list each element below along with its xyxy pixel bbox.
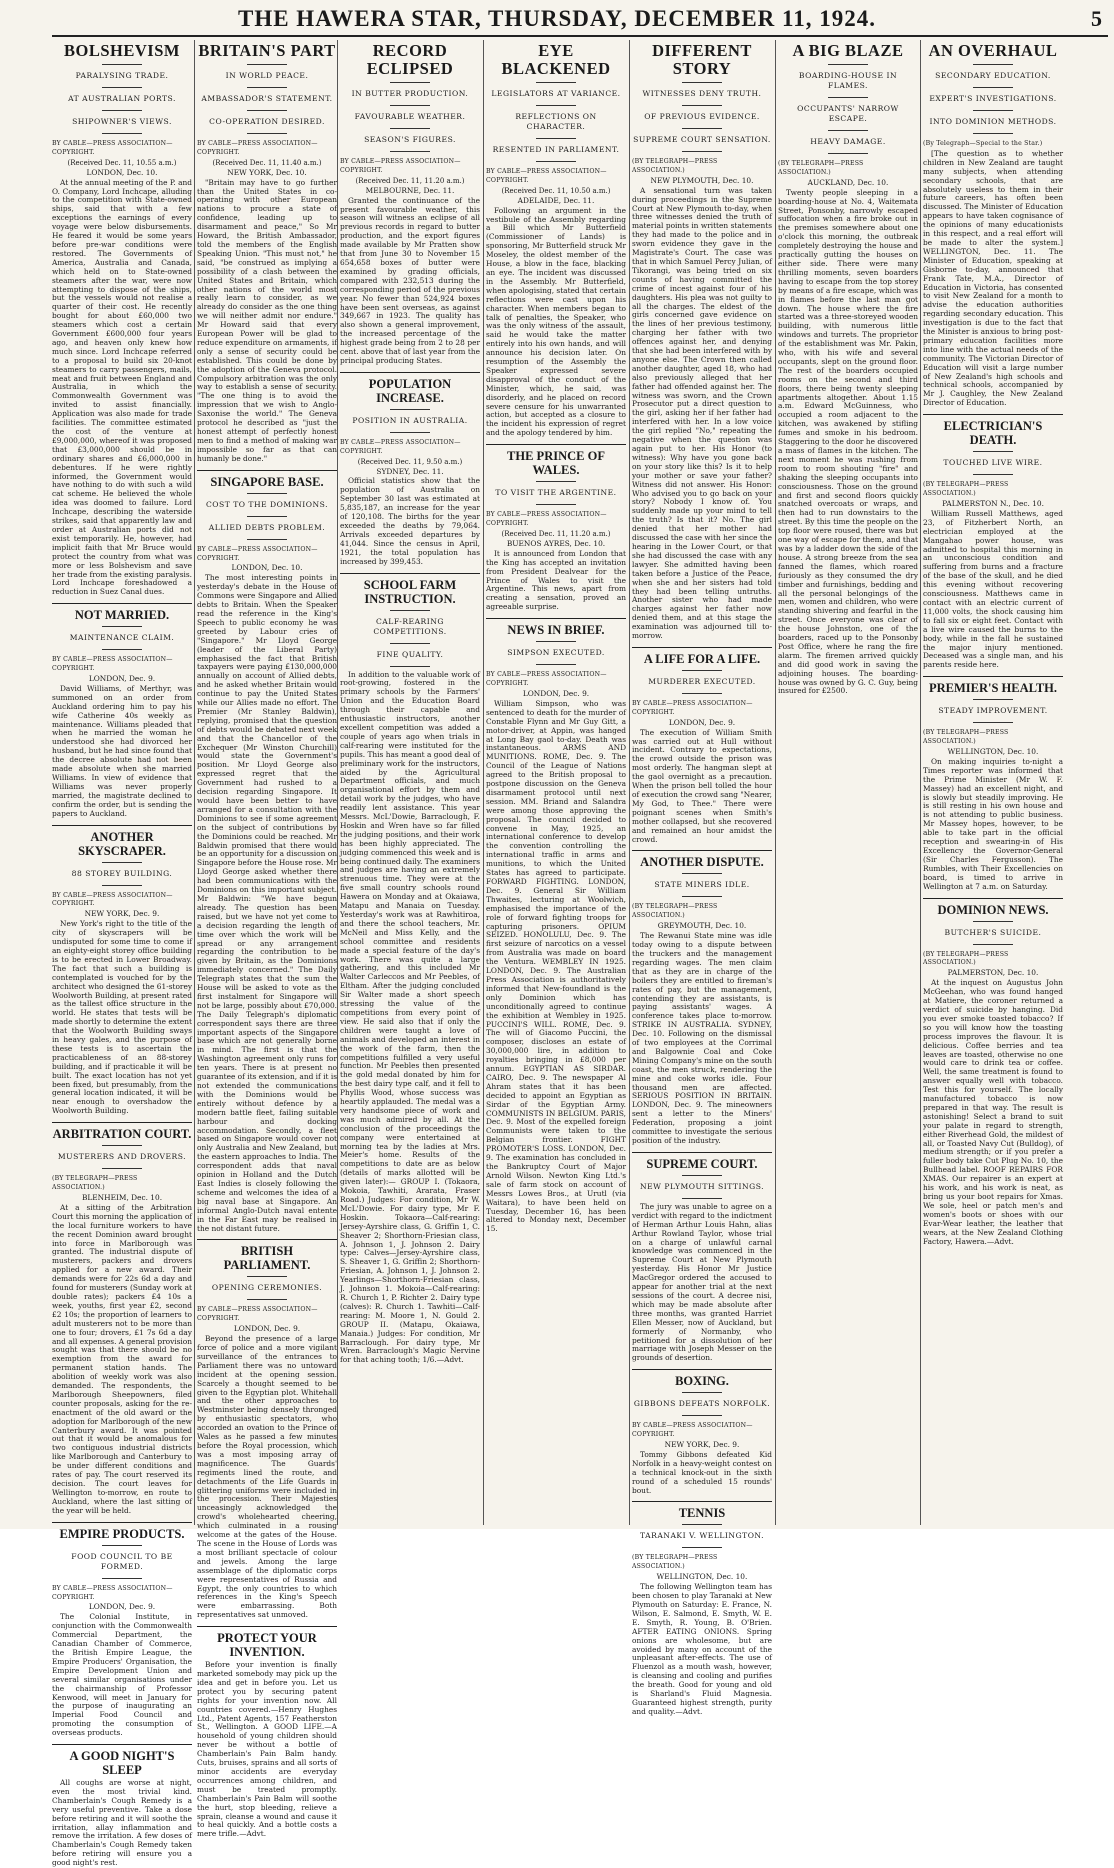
article-headline: PROTECT YOUR INVENTION. <box>217 1631 317 1660</box>
article-deck: POSITION IN AUSTRALIA. <box>352 415 468 425</box>
received-line: (Received Dec. 11, 10.50 a.m.) <box>501 186 611 195</box>
article-headline: NOT MARRIED. <box>74 608 170 623</box>
deck-rule <box>390 666 430 667</box>
wire-credit: BY CABLE—PRESS ASSOCIATION—COPYRIGHT. <box>52 140 173 156</box>
article-headline: A GOOD NIGHT'S SLEEP <box>69 1749 175 1778</box>
deck-rule <box>390 128 430 129</box>
article <box>197 1239 337 1620</box>
deck-rule <box>973 699 1013 700</box>
deck-rule <box>102 885 142 886</box>
column-rule <box>483 40 484 1525</box>
article-body: [The question as to whether children in New Zealand are taught many subjects, when attending secondary schools, that are absolutely useless to them in their future careers, has often been discussed. The Minister of Education appears to have taken cognisance of the opinions of many educationists in this respect, and a real effort will be made to alter the system.] WELLINGTON, Dec. 11. The Minister of Education, speaking at Gisborne to-day, announced that Frank Tate, M.A., Director of Education in Victoria, has consented to visit New Zealand for a month to advise the education authorities regarding secondary education. This investigation is due to the fact that the Minister is anxious to bring post-primary education facilities more into line with the actual needs of the community. The Victorian Director of Education will visit a large number of New Zealand's high schools and technical schools, accompanied by Mr J. Caughley, the New Zealand Director of Education. <box>923 148 1063 408</box>
article-divider <box>632 1152 772 1153</box>
deck-rule <box>102 1168 142 1169</box>
article <box>923 414 1063 670</box>
column-rule <box>775 40 776 1525</box>
article <box>340 372 480 567</box>
deck-rule <box>247 110 287 111</box>
article-deck: AMBASSADOR'S STATEMENT. <box>201 94 333 103</box>
dateline: GREYMOUTH, Dec. 10. <box>657 921 747 931</box>
article-headline: ANOTHER SKYSCRAPER. <box>78 829 166 858</box>
wire-credit: BY CABLE—PRESS ASSOCIATION—COPYRIGHT. <box>632 699 753 716</box>
article-deck: STEADY IMPROVEMENT. <box>938 706 1048 716</box>
deck-rule <box>682 1547 722 1548</box>
article-headline: BRITISH PARLIAMENT. <box>223 1244 311 1273</box>
page-number: 5 <box>1091 6 1102 31</box>
dateline: AUCKLAND, Dec. 10. <box>807 177 889 187</box>
article-deck: 88 STOREY BUILDING. <box>71 868 173 878</box>
dateline: NEW PLYMOUTH, Dec. 10. <box>650 175 754 185</box>
dateline: NEW YORK, Dec. 9. <box>664 1440 740 1450</box>
article-headline: POPULATION INCREASE. <box>368 376 452 405</box>
dateline: LONDON, Dec. 9. <box>88 674 156 684</box>
article-headline: SCHOOL FARM INSTRUCTION. <box>363 577 457 606</box>
wire-credit: BY CABLE—PRESS ASSOCIATION—COPYRIGHT. <box>486 168 607 184</box>
article-deck: COST TO THE DOMINIONS. <box>205 499 328 509</box>
dateline: LONDON, Dec. 9. <box>522 688 590 698</box>
article-deck: AT AUSTRALIAN PORTS. <box>68 94 176 103</box>
dateline: LONDON, Dec. 9. <box>668 717 736 727</box>
article-headline: BOXING. <box>675 1374 729 1389</box>
deck-rule <box>390 610 430 611</box>
article-deck: TARANAKI V. WELLINGTON. <box>639 1531 765 1541</box>
article <box>52 1744 192 1868</box>
article-deck: HEAVY DAMAGE. <box>810 137 886 146</box>
deck-rule <box>102 133 142 134</box>
column-5 <box>632 40 773 1716</box>
article-headline: AN OVERHAUL <box>928 41 1058 60</box>
dateline: NEW YORK, Dec. 9. <box>84 909 160 919</box>
deck-rule <box>102 862 142 863</box>
deck-rule <box>973 110 1013 111</box>
dateline: MELBOURNE, Dec. 11. <box>365 185 455 195</box>
article-deck: STATE MINERS IDLE. <box>654 880 750 890</box>
article-body: It is announced from London that the King has accepted an invitation from President Dealvear for the Prince of Wales to visit the Argentine. This news, apart from creating a sensation, proved an agreeable surprise. <box>486 548 626 612</box>
received-line: (Received Dec. 11, 9.50 a.m.) <box>357 457 463 466</box>
article-headline: A BIG BLAZE <box>792 41 904 60</box>
dateline: PALMERSTON, Dec. 10. <box>947 968 1039 978</box>
wire-credit: (BY TELEGRAPH—PRESS ASSOCIATION.) <box>778 160 864 176</box>
article-body: Beyond the presence of a large force of police and a more vigilant surveillance of the entrances to Parliament there was no untoward incident at the opening session. Scarcely a thought seemed to be given to the Egyptian plot. Whitehall and the other approaches to Westminster being densely thronged by enthusiastic spectators, who accorded an ovation to the Prince of Wales as he passed a few minutes before the Royal procession, which was a most imposing array of magnificence. The Guards' regiments lined the route, and detachments of the Life Guards in glittering uniforms were included in the procession. Their Majesties unceasingly acknowledged the crowd's wholehearted cheering, which culminated in a rousing welcome at the gates of the House. The scene in the House of Lords was a most brilliant spectacle of colour and jewels. Among the large assemblage of the diplomatic corps were representatives of Russia and Egypt, the only countries to which references in the King's Speech were embarrassing. Both representatives sat unmoved. <box>197 1334 337 1620</box>
article-deck: FAVOURABLE WEATHER. <box>354 112 466 121</box>
article-deck: SUPREME COURT SENSATION. <box>633 135 771 144</box>
deck-rule <box>102 87 142 88</box>
article <box>632 42 772 641</box>
article-deck: SIMPSON EXECUTED. <box>507 648 605 658</box>
deck-rule <box>973 722 1013 723</box>
article-deck: MUSTERERS AND DROVERS. <box>57 1152 187 1162</box>
article-divider <box>340 573 480 574</box>
dateline: BLENHEIM, Dec. 10. <box>81 1193 163 1202</box>
wire-credit: (BY TELEGRAPH—PRESS ASSOCIATION.) <box>632 1554 718 1571</box>
deck-rule <box>682 82 722 83</box>
deck-rule <box>390 643 430 644</box>
article-divider <box>197 1626 337 1627</box>
article <box>486 618 626 1234</box>
article-deck: TO VISIT THE ARGENTINE. <box>495 488 617 498</box>
article-headline: EMPIRE PRODUCTS. <box>59 1526 185 1541</box>
article-body: The jury was unable to agree on a verdict with regard to the indictment of Herman Arthur Louis Hahn, alias Arthur Rowland Taylor, whose trial on a charge of unlawful carnal knowledge was commenced in the Supreme Court at New Plymouth yesterday. His Honor Mr Justice MacGregor ordered the accused to appear for another trial at the next sessions of the court. A decree nisi, which may be made absolute after three months, was granted Harriet Ellen Messer, now of Auckland, but formerly of Normanby, who petitioned for a dissolution of her marriage with Joseph Messer on the grounds of desertion. <box>632 1201 772 1363</box>
article-deck: OPENING CEREMONIES. <box>211 1283 323 1293</box>
wire-credit: BY CABLE—PRESS ASSOCIATION—COPYRIGHT. <box>486 671 607 688</box>
article-deck: SECONDARY EDUCATION. <box>935 71 1051 80</box>
article-divider <box>197 1239 337 1240</box>
received-line: (Received Dec. 11, 10.55 a.m.) <box>67 158 177 167</box>
deck-rule <box>536 504 576 505</box>
article-deck: FINE QUALITY. <box>376 649 444 659</box>
article-divider <box>486 618 626 619</box>
deck-rule <box>682 1175 722 1176</box>
deck-rule <box>682 105 722 106</box>
article <box>52 603 192 818</box>
article-headline: THE PRINCE OF WALES. <box>507 449 605 478</box>
article-divider <box>632 1369 772 1370</box>
article-headline: EYE BLACKENED <box>501 41 611 78</box>
deck-rule <box>973 451 1013 452</box>
deck-rule <box>682 1392 722 1393</box>
deck-rule <box>682 1415 722 1416</box>
article-body: New York's right to the title of the city of skyscrapers will be undisputed for some time to come if an eighty-eight storey office building is to be erected in Lower Broadway. The fact that such a building is contemplated is vouched for by the architect who designed the 61-storey Woolworth Building, at present rated as the tallest office structure in the world. He states that tests will be made shortly to determine the extent that the Woolworth Building sways in heavy gales, and the purpose of these tests is to ascertain the practicableness of an 88-storey building, and if practicable it will be built. The exact location has not yet been fixed, but presumably, from the general location indicated, it will be near enough to overshadow the Woolworth Building. <box>52 919 192 1116</box>
article-divider <box>52 603 192 604</box>
article <box>632 1501 772 1716</box>
article-body: Granted the continuance of the present favourable weather, this season will witness an eclipse of all previous records in regard to butter production, and the export figures made available by Mr Pratten show that from June 30 to November 15 654,658 boxes of butter were examined by grading officials, compared with 232,513 during the corresponding period of the previous year. No fewer than 524,924 boxes have been sent overseas, as against 349,667 in 1923. The quality has also shown a general improvement, the increased percentage of the highest grade being from 2 to 28 per cent. above that of last year from the principal producing States. <box>340 195 480 365</box>
column-3 <box>340 40 480 1525</box>
article-divider <box>52 1522 192 1523</box>
dateline: PALMERSTON N., Dec. 10. <box>942 499 1044 508</box>
deck-rule <box>536 138 576 139</box>
deck-rule <box>102 64 142 65</box>
article-body: The following Wellington team has been chosen to play Taranaki at New Plymouth on Saturday: E. France, N. Wilson, E. Salmond, E. Smyth, W. E. E. Smyth, R. Young, B. O'Brien. AFTER EATING ONIONS. Spring onions are wholesome, but are avoided by many on account of the unpleasant after-effects. The use of Fluenzol as a mouth wash, however, is cleansing and cooling and purifies the breath. Good for young and old is Sharland's Fluid Magnesia. Guaranteed highest strength, purity and quality.—Advt. <box>632 1582 772 1716</box>
deck-rule <box>682 896 722 897</box>
column-rule <box>194 40 195 1525</box>
deck-rule <box>102 1578 142 1579</box>
article-divider <box>632 850 772 851</box>
wire-credit: BY CABLE—PRESS ASSOCIATION—COPYRIGHT. <box>197 1306 318 1323</box>
deck-rule <box>247 1276 287 1277</box>
article <box>52 1522 192 1738</box>
article-body: Before your invention is finally marketed somebody may pick up the idea and get in before you. Let us protect you by securing patent rights for your invention now. All countries covered.—Henry Hughes Ltd., Patent Agents, 157 Featherston St., Wellington. A GOOD LIFE.—A household of young children should never be without a bottle of Chamberlain's Pain Balm handy. Cuts, bruises, sprains and all sorts of minor accidents are everyday occurrences among children, and must be treated promptly. Chamberlain's Pain Balm will soothe the hurt, stop bleeding, relieve a sprain, cleanse a wound and cause it to heal quickly. And a bottle costs a mere trifle.—Advt. <box>197 1660 337 1839</box>
article <box>340 573 480 1366</box>
wire-credit: (BY TELEGRAPH—PRESS ASSOCIATION.) <box>923 481 1009 498</box>
article <box>340 42 480 366</box>
deck-rule <box>102 649 142 650</box>
column-6 <box>778 40 918 1525</box>
article <box>486 42 626 438</box>
article-body: The execution of William Smith was carried out at Hull without incident. Contrary to expectations, the crowd outside the prison was most orderly. The hangman slept at the gaol overnight as a precaution. When the prison bell tolled the hour of execution the crowd sang "Nearer, My God, to Thee." There were poignant scenes when Smith's mother collapsed, but she recovered and remained an hour amidst the crowd. <box>632 727 772 844</box>
dateline: LONDON, Dec. 9. <box>233 1324 301 1334</box>
article <box>632 647 772 845</box>
deck-rule <box>536 664 576 665</box>
deck-rule <box>390 151 430 152</box>
column-7 <box>923 40 1063 1525</box>
deck-rule <box>390 432 430 433</box>
deck-rule <box>390 105 430 106</box>
article <box>52 42 192 597</box>
wire-credit: BY CABLE—PRESS ASSOCIATION—COPYRIGHT. <box>340 158 461 174</box>
deck-rule <box>682 128 722 129</box>
deck-rule <box>682 1524 722 1525</box>
article-deck: BOARDING-HOUSE IN FLAMES. <box>798 71 898 90</box>
article-body: All coughs are worse at night, even the most trivial kind. Chamberlain's Cough Remedy is a very useful preventive. Take a dose before retiring and it will soothe the irritation, allay inflammation and remove the irritation. A few doses of Chamberlain's Cough Remedy taken before retiring will ensure you a good night's rest. <box>52 1778 192 1868</box>
masthead <box>0 0 1114 38</box>
article-deck: EXPERT'S INVESTIGATIONS. <box>929 94 1057 103</box>
article-divider <box>923 676 1063 677</box>
article-deck: INTO DOMINION METHODS. <box>929 117 1057 126</box>
article-deck: CO-OPERATION DESIRED. <box>209 117 325 126</box>
article-deck: NEW PLYMOUTH SITTINGS. <box>639 1181 765 1191</box>
article <box>486 444 626 612</box>
column-rule <box>629 40 630 1525</box>
deck-rule <box>682 1198 722 1199</box>
article-headline: BOLSHEVISM <box>64 41 180 60</box>
wire-credit: (BY TELEGRAPH—PRESS ASSOCIATION.) <box>923 950 1009 967</box>
deck-rule <box>682 873 722 874</box>
wire-credit: (BY TELEGRAPH—PRESS ASSOCIATION.) <box>923 729 1009 746</box>
masthead-title: THE HAWERA STAR, THURSDAY, DECEMBER 11, 1924. <box>237 6 877 31</box>
deck-rule <box>247 493 287 494</box>
article-divider <box>923 414 1063 415</box>
deck-rule <box>247 539 287 540</box>
deck-rule <box>247 516 287 517</box>
dateline: ADELAIDE, Dec. 11. <box>517 195 595 205</box>
article-deck: OCCUPANTS' NARROW ESCAPE. <box>797 104 899 123</box>
deck-rule <box>102 1545 142 1546</box>
column-rule <box>337 40 338 1525</box>
article-headline: ANOTHER DISPUTE. <box>640 855 764 870</box>
deck-rule <box>247 64 287 65</box>
dateline: SYDNEY, Dec. 11. <box>376 466 444 476</box>
article-body: The most interesting points in yesterday's debate in the House of Commons were Singapore and Allied debts to Britain. When the Speaker read the reference in the King's Speech to public economy he was greeted by Labour cries of "Singapore." Mr Lloyd George (leader of the Liberal Party) emphasised the fact that British taxpayers were paying £130,000,000 annually on account of Allied debts, and he asked whether Britain would continue to pay the United States while our Allies made no effort. The Premier (Mr Stanley Baldwin), replying, promised that the question of debts would be debated next week and that the Chancellor of the Exchequer (Mr Winston Churchill) would state the Government's position. Mr Lloyd George also expressed regret that the Government had rushed to a decision regarding Singapore. It would have been better to have arranged for a consultation with the Dominions to see if some agreement on the subject of contributions by the Dominions could be reached. Mr Baldwin promised that there would be an opportunity for a discussion on Singapore before the House rose. Mr Lloyd George asked whether there had been communications with the Dominions on this important subject. Mr Baldwin: "We have begun already. The question has been raised, but we have not yet come to a decision regarding the length of time over which the work will be spread or any arrangement regarding the contribution to be given by Britain, as the Dominions immediately concerned." The Daily Telegraph states that the sum the House will be asked to vote as the first instalment for Singapore will not be large, possibly about £70,000. The Daily Telegraph's diplomatic correspondent says there are three important aspects of the Singapore base which are not generally borne in mind. The first is that the Washington agreement only runs for ten years. There is at present no guarantee of its extension, and if it is not extended the communications with the Dominions would be entirely without defence by a modern battle fleet, failing suitable harbour and docking accommodation. Secondly, a fleet based on Singapore would cover not only Australia and New Zealand, but the eastern approaches to India. The correspondent adds that naval opinion in Holland and the Dutch East Indies is closely following the scheme and welcomes the idea of a big naval base at Singapore. An informal Anglo-Dutch naval entente in the Far East may be realised in the not distant future. <box>197 573 337 1233</box>
article-divider <box>52 825 192 826</box>
article <box>52 1122 192 1515</box>
article <box>923 42 1063 408</box>
deck-rule <box>536 161 576 162</box>
wire-credit: BY CABLE—PRESS ASSOCIATION—COPYRIGHT. <box>52 891 173 908</box>
deck-rule <box>536 105 576 106</box>
article-body: The Rewanui State mine was idle today owing to a dispute between the truckers and the management regarding wages. The men claim that as they are in charge of the boilers they are entitled to fireman's rates of pay, but the management, contending they are assistants, is paying assistants' wages. A conference takes place to-morrow. STRIKE IN AUSTRALIA. SYDNEY, Dec. 10. Following on the dismissal of two employees at the Corrimal and Balgownie Coal and Coke Mining Company's mine on the south coast, the men struck, rendering the mine and coke works idle. Four thousand men are affected. SERIOUS POSITION IN BRITAIN. LONDON, Dec. 9. The mineowners sent a letter to the Miners' Federation, proposing a joint committee to investigate the serious position of the industry. <box>632 931 772 1145</box>
wire-credit: (BY TELEGRAPH—PRESS ASSOCIATION.) <box>632 158 718 174</box>
article-deck: OF PREVIOUS EVIDENCE. <box>644 112 760 121</box>
deck-rule <box>536 641 576 642</box>
received-line: (Received Dec. 11, 11.20 a.m.) <box>501 530 611 538</box>
received-line: (Received Dec. 11, 11.20 a.m.) <box>355 176 465 185</box>
article-deck: GIBBONS DEFEATS NORFOLK. <box>633 1399 771 1409</box>
article <box>197 1626 337 1839</box>
article-headline: TENNIS <box>678 1506 726 1521</box>
masthead-rule <box>52 35 1108 37</box>
wire-credit: (By Telegraph—Special to the Star.) <box>923 140 1043 147</box>
article-deck: WITNESSES DENY TRUTH. <box>642 89 762 98</box>
article-deck: MAINTENANCE CLAIM. <box>69 633 175 643</box>
received-line: (Received Dec. 11, 11.40 a.m.) <box>212 158 322 167</box>
article-divider <box>632 1501 772 1502</box>
column-1 <box>52 40 192 1868</box>
article-body: The Colonial Institute, in conjunction with the Commonwealth Commercial Department, the Canadian Chamber of Commerce, the British Empire League, the Empire Producers' Organisation, the Empire Development Union and several similar organisations under the chairmanship of Professor Kenwood, will meet in January for the purpose of inaugurating an Imperial Food Council and promoting the consumption of overseas products. <box>52 1612 192 1738</box>
article-headline: ARBITRATION COURT. <box>52 1127 192 1142</box>
article-headline: SINGAPORE BASE. <box>210 474 324 489</box>
article-deck: SHIPOWNER'S VIEWS. <box>72 117 172 126</box>
deck-rule <box>828 64 868 65</box>
article-body: In addition to the valuable work of root-growing, fostered in the primary schools by the Farmers' Union and the Education Board through their capable and enthusiastic instructors, another excellent competition was added a couple of years ago when trials in calf-rearing were instituted for the pupils. This has meant a good deal of preliminary work for the instructors, aided by the Agricultural Department officials, and much organisational effort by them and detail work by the judges, who have readily lent assistance. This year Messrs. McL'Dowie, Barraclough, F. Hoskin and Wren have so far filled the judging positions, and their work has been highly appreciated. The judging commenced this week and is being continued daily. The examiners and judges are having an extremely strenuous time. They were at the five small country schools round Hawera on Monday and at Okaiawa, Matapu and Manaia on Tuesday. Yesterday's work was at Rawhitiroa, and there the school teachers, Mr. McNeil and Miss Kelly, and the school committee and residents made a special feature of the day's work. There was quite a large gathering, and this included Mr Walter Carleccos and Mr Peebles, of Eltham. After the judging concluded Sir Walter made a short speech stressing the value of the competitions from every point of view. He said also that if only the children were taught a love of animals and developed an interest in the work of the farm, then the competitions fulfilled a very useful function. Mr Peebles then presented the gold medal donated by him for the best dairy type calf, and it fell to Phyllis Wood, whose success was heartily applauded. The medal was a very handsome piece of work and was much admired by all. At the conclusion of the proceedings the company were entertained at morning tea by the ladies at Mrs. Meier's home. Results of the competitions to date are as below (details of marks allotted will be given later):— GROUP I. (Tokaora, Mokoia, Tawhiti, Ararata, Fraser Road.) Judges: For condition, Mr W. McL'Dowie. For dairy type, Mr F. Hoskin. Tokaora—Calf-rearing: Jersey-Ayrshire class, G. Griffin 1, C. Sheaver 2; Shorthorn-Friesian class, A. Johnson 1, J. Johnson 2. Dairy type: Calves—Jersey-Ayrshire class, S. Sheaver 1, G. Griffin 2; Shorthorn-Friesian, A. Johnson 1, J. Johnson 2. Yearlings—Shorthorn-Friesian class, J. Johnson 1. Mokoia—Calf-rearing: R. Church 1, P. Richter 2. Dairy type (calves): R. Church 1. Tawhiti—Calf-rearing: M. Moore 1, N. Gould 2. GROUP II. (Matapu, Okaiawa, Manaia.) Judges: For condition, Mr Barraclough. For dairy type, Mr Wren. Barraclough's Magic Nervine for that aching tooth; 1/6.—Advt. <box>340 669 480 1365</box>
dateline: WELLINGTON, Dec. 10. <box>656 1572 748 1582</box>
deck-rule <box>390 82 430 83</box>
deck-rule <box>390 409 430 410</box>
deck-rule <box>973 64 1013 65</box>
article-divider <box>197 470 337 471</box>
deck-rule <box>536 82 576 83</box>
deck-rule <box>973 87 1013 88</box>
article-body: At the inquest on Augustus John McGeehan, who was found hanged at Matiere, the coroner returned a verdict of suicide by hanging. Did you ever smoke toasted tobacco? If so you will know how the toasting process improves the flavour. It is delicious. Coffee berries and tea leaves are toasted, otherwise no one would care to drink tea or coffee. Well, the same treatment is found to answer equally well with tobacco. Test this for yourself. The locally manufactured tobacco is now prepared in that way. The result is astonishing! Select a brand to suit your palate in regard to strength, either Riverhead Gold, the mildest of all, or Toasted Navy Cut (Bulldog), of medium strength; or if you prefer a fuller body take Cut Plug No. 10, the Bullhead label. ROOF REPAIRS FOR XMAS. Our repairer is an expert at his work, and his work is neat, as bring us your boot repairs for Xmas. We sole, heel or patch men's and women's boots or shoes with our Evar-Wear leather, the leather that wears, at the New Zealand Clothing Factory, Hawera.—Advt. <box>923 978 1063 1246</box>
article-headline: RECORD ECLIPSED <box>366 41 454 78</box>
article-body: William Simpson, who was sentenced to death for the murder of Constable Flynn and Mr Guy Gitt, a motor-driver, at Appin, was hanged at Long Bay gaol to-day. Death was instantaneous. ARMS AND MUNITIONS. ROME, Dec. 9. The Council of the League of Nations agreed to the British proposal to postpone discussion on the Geneva disarmament protocol until next session. MM. Briand and Salandra were among those approving the proposal. The council decided to convene in May, 1925, an international conference to develop the convention controlling the international traffic in arms and munitions, to which the United States has agreed to participate. FORWARD FIGHTING. LONDON, Dec. 9. General Sir William Thwaites, lecturing at Woolwich, emphasised the importance of the role of forward fighting troops for capturing prisoners. OPIUM SEIZED. HONOLULU, Dec. 9. The first seizure of narcotics on a vessel from Australia was made on board the Ventura. WEMBLEY IN 1925. LONDON, Dec. 9. The Australian Press Association is authoritatively informed that New-foundland is the only Dominion which has unconditionally agreed to continue the exhibition at Wembley in 1925. PUCCINI'S WILL. ROME, Dec. 9. The will of Giacomo Puccini, the composer, discloses an estate of 30,000,000 lire, in addition to royalties bringing in £8,000 per annum. EGYPTIAN AS SIRDAR. CAIRO, Dec. 9. The newspaper Al Ahram states that it has been decided to appoint an Egyptian as Sirdar of the Egyptian Army. COMMUNISTS IN BELGIUM. PARIS, Dec. 9. Most of the expelled foreign Communists were taken to the Belgian frontier. FIGHT PROMOTER'S LOSS. LONDON, Dec. 9. The examination has concluded in the Bankruptcy Court of Major Arnold Wilson. Newton King Ltd.'s sale of farm stock on account of Messrs Lowes Bros., at Urutl (via Waitara), to have been held on Tuesday, December 16, has been altered to Monday next, December 15. <box>486 698 626 1234</box>
article-deck: REFLECTIONS ON CHARACTER. <box>515 112 597 131</box>
article-deck: LEGISLATORS AT VARIANCE. <box>491 89 621 98</box>
article-body: At the annual meeting of the P. and O. Company, Lord Inchcape, alluding to the competition with State-owned ships, said that with a few exceptions the earnings of every voyage were below disbursements. He feared it would be some years before pre-war conditions were restored. The Governments of America, Australia and Canada, which held on to State-owned steamers after the war, were now attempting to dispose of the ships, but the vessels would not realise a quarter of their cost. He recently bought for about £60,000 two steamers which cost a certain Government £600,000 four years ago, and heaven only knew how much since. Lord Inchcape referred to a proposal to build six 20-knot steamers to carry passengers, mails, meat and fruit between England and Australia, in which the Commonwealth Government was invited to assist financially. Application was also made for trade facilities. The committee estimated the cost of the venture at £9,000,000, whereof it was proposed that £3,000,000 should be in ordinary shares and £6,000,000 in debentures. If he were rightly informed, the Government would have nothing to do with such a wild cat scheme. He believed the whole idea was doomed to failure. Lord Inchcape, describing the waterside strikes, said that apparently law and order at Australian ports did not exist temporarily. He, however, had implicit faith that Mr Bruce would protect the country from what was more or less Bolshevism and save her trade from the existing paralysis. Lord Inchcape foreshadowed a reduction in Suez Canal dues. <box>52 177 192 597</box>
article-body: David Williams, of Merthyr, was summoned on an order from Auckland ordering him to pay his wife Catherine 40s weekly as maintenance. Williams pleaded that when he married the woman he understood she had divorced her husband, but he had since found that the decree absolute had not been made absolute when she married Williams. In view of evidence that Williams was never properly married, the magistrate declined to confirm the order, but is sending the papers to Auckland. <box>52 683 192 818</box>
deck-rule <box>973 944 1013 945</box>
article-divider <box>923 898 1063 899</box>
article-headline: ELECTRICIAN'S DEATH. <box>943 419 1043 448</box>
wire-credit: BY CABLE—PRESS ASSOCIATION—COPYRIGHT. <box>486 511 607 528</box>
article <box>52 825 192 1117</box>
article <box>923 898 1063 1247</box>
article <box>923 676 1063 891</box>
deck-rule <box>247 133 287 134</box>
article-divider <box>632 647 772 648</box>
deck-rule <box>247 1299 287 1300</box>
deck-rule <box>973 921 1013 922</box>
article-deck: IN WORLD PEACE. <box>225 71 309 80</box>
article-deck: FOOD COUNCIL TO BE FORMED. <box>71 1551 173 1571</box>
deck-rule <box>102 1145 142 1146</box>
article-body: "Britain may have to go further than the United States in co-operating with other European nations to procure a state of confidence, leading up to disarmament and peace," So Mr Howard, the British Ambassador, told the members of the English Speaking Union. "This must not," he said, "be construed as implying a possibility of a clash between the United States and Britain, which other nations of the world most really learn to consider, as we already do consider as the one thing we will neither admit nor endure." Mr Howard said that every European Power will be glad to reduce expenditure on armaments, if only a sense of security could be established. This could be done by the adoption of the Geneva protocol. Compulsory arbitration was the only way to establish a sense of security. "The one thing is to avoid the impression that we wish to Anglo-Saxonise the world." The Geneva protocol he described as "just the honest attempt of perfectly honest men to find a method of making war impossible so far as that can humanly be done." <box>197 177 337 463</box>
article-deck: CALF-REARING COMPETITIONS. <box>373 616 447 636</box>
wire-credit: BY CABLE—PRESS ASSOCIATION—COPYRIGHT. <box>197 545 318 562</box>
wire-credit: (BY TELEGRAPH—PRESS ASSOCIATION.) <box>52 1175 138 1192</box>
article-divider <box>52 1744 192 1745</box>
article-deck: ALLIED DEBTS PROBLEM. <box>208 522 326 532</box>
wire-credit: BY CABLE—PRESS ASSOCIATION—COPYRIGHT. <box>632 1422 753 1439</box>
article-deck: BUTCHER'S SUICIDE. <box>944 927 1042 937</box>
article-deck: SEASON'S FIGURES. <box>364 135 456 144</box>
article-divider <box>52 1122 192 1123</box>
deck-rule <box>973 474 1013 475</box>
article-divider <box>340 372 480 373</box>
article-body: William Russell Matthews, aged 23, of Fitzherbert North, an electrician employed at the Mangahao power house, was admitted to hospital this morning in an unconscious condition and suffering from burns and a fracture of the base of the skull, and he died this evening without recovering consciousness. Matthews came in contact with an electric current of 11,000 volts, the shock causing him to fall six or eight feet. Contact with a live wire caused the burns to the body, while in the fall he sustained the major injury mentioned. Deceased was a single man, and his parents reside here. <box>923 508 1063 670</box>
article-deck: PARALYSING TRADE. <box>75 71 169 80</box>
dateline: LONDON, Dec. 10. <box>86 167 158 177</box>
article <box>197 42 337 464</box>
deck-rule <box>828 153 868 154</box>
deck-rule <box>682 693 722 694</box>
article-body: Twenty people sleeping in a boarding-house at No. 4, Waitemata Street, Ponsonby, narrowly escaped suffocation when a fire broke out in the premises somewhere about one o'clock this morning, the outbreak completely destroying the house and practically gutting the houses on either side. There were many thrilling moments, seven boarders having to escape from the top storey by means of a fire escape, which was in flames before the last man got down. The house where the fire started was a three-storeyed wooden building, with numerous little windows and turrets. The proprietor of the establishment was Mr. Pakin, who, with his wife and several occupants, slept on the ground floor. The rest of the boarders occupied rooms on the second and third floors, there being twenty sleeping apartments altogether. About 1.15 a.m. Edward McGuinness, who occupied a room adjacent to the kitchen, was awakened by stifling fumes and smoke in his bedroom. Staggering to the door he discovered a mass of flames in the kitchen. The next moment he was rushing from room to room shouting "fire" and shaking the sleeping occupants into consciousness. Those on the ground and first and second floors quickly snatched overcoats or wraps, and then had to run downstairs to the street. By this time the people on the top floor were roused, there was but one way of escape for them, and that was by a ladder down the side of the house. A strong breeze from the sea fanned the flames, which roared furiously as they consumed the dry timber and furnishings, bedding and all the personal belongings of the men, women and children, who were standing shivering and fearful in the street. Once everyone was clear of the house Johnston, one of the boarders, raced up to the Ponsonby Post Office, where he rang the fire alarm. The firemen arrived quickly and did good work in saving the adjoining houses. The boarding-house was owned by G. C. Guy, being insured for £2500. <box>778 187 918 696</box>
article-headline: A LIFE FOR A LIFE. <box>643 651 761 666</box>
article <box>632 1152 772 1363</box>
column-4 <box>486 40 626 1525</box>
deck-rule <box>828 97 868 98</box>
deck-rule <box>973 133 1013 134</box>
article <box>632 1369 772 1495</box>
deck-rule <box>682 151 722 152</box>
dateline: LONDON, Dec. 10. <box>231 563 303 573</box>
article-headline: PREMIER'S HEALTH. <box>928 681 1058 696</box>
article-headline: NEWS IN BRIEF. <box>507 623 605 638</box>
article-headline: BRITAIN'S PART <box>198 41 336 60</box>
deck-rule <box>102 110 142 111</box>
article-headline: SUPREME COURT. <box>646 1156 758 1171</box>
article-deck: IN BUTTER PRODUCTION. <box>351 89 469 98</box>
dateline: NEW YORK, Dec. 10. <box>227 167 307 177</box>
article-body: Official statistics show that the population of Australia on September 30 last was estimated at 5,835,187, an increase for the year of 120,108. The births for the year exceeded the deaths by 79,064. Arrivals exceeded departures by 41,044. Since the census in April, 1921, the total population has increased by 399,453. <box>340 476 480 566</box>
deck-rule <box>536 481 576 482</box>
dateline: WELLINGTON, Dec. 10. <box>947 747 1039 757</box>
article-deck: MURDERER EXECUTED. <box>648 676 756 686</box>
article-deck: RESENTED IN PARLIAMENT. <box>492 145 620 154</box>
column-rule <box>920 40 921 1525</box>
wire-credit: (BY TELEGRAPH—PRESS ASSOCIATION.) <box>632 903 718 920</box>
dateline: LONDON, Dec. 9. <box>88 1602 156 1612</box>
article <box>778 42 918 696</box>
wire-credit: BY CABLE—PRESS ASSOCIATION—COPYRIGHT. <box>197 140 318 156</box>
article-body: A sensational turn was taken during proceedings in the Supreme Court at New Plymouth to-day, when three witnesses denied the truth of material points in written statements they had made to the police and in sworn evidence they gave in the Magistrate's Court. The case was that in which Samuel Percy Julian, of Tikorangi, was being tried on six counts of having committed the crime of incest against four of his daughters. His plea was not guilty to all the charges. The eldest of the girls concerned gave evidence on the lines of her previous testimony, charging her father with two offences against her, and denying that she had been interfered with by anyone else. The Crown then called another daughter, aged 18, who had also previously alleged that her father had offended against her. The witness was sworn, and the Crown Prosecutor put a direct question to the girl, asking her if her father had interfered with her. In a low voice the girl replied "No," repeating the negative when the question was again put to her. His Honor (to witness): Why have you gone back on your story like this? Is it to help your mother or save your father? Witness did not answer. His Honor: Who advised you to go back on your story? Nobody I know of. You suddenly made up your mind to tell the truth? Is that it? No. The girl denied that her mother had discussed the case with her since the hearing in the Lower Court, or that she had discussed the case with any lawyer. She admitted having been taken before a Justice of the Peace, when she and her sisters had told they had been telling untruths. Another sister who had made charges against her father now denied them, and at this stage the examination was adjourned till to-morrow. <box>632 185 773 641</box>
article-headline: DIFFERENT STORY <box>652 41 752 78</box>
article-body: At a sitting of the Arbitration Court this morning the application of the local furniture workers to have the recent Dominion award brought into force in Marlborough was granted. The industrial dispute of musterers, packers and drovers applied for a new award. Their demands were for 22s 6d a day and found for musterers (Sunday work at double rates); packers £4 10s a week, youths, first year £2, second £2 10s; the proportion of learners to adult musterers not to be more than one to four; drovers, £1 7s 6d a day and all expenses. A general provision sought was that there should be no exemption from the award for permanent station hands. The abolition of weekly work was also demanded. The respondents, the Marlborough Sheepowners, filed counter proposals, asking for the re-enactment of the old award or the adoption for Marlborough of the new Canterbury award. It was pointed out that it would be anomalous for two contiguous industrial districts like Marlborough and Canterbury to be under different conditions and rates of pay. The court reserved its decision. The court leaves for Wellington to-morrow, en route to Auckland, where the last sitting of the year will be held. <box>52 1202 192 1515</box>
article-body: Following an argument in the vestibule of the Assembly regarding a Bill which Mr Butterfield (Commissioner of Lands) is sponsoring, Mr Butterfield struck Mr Moseley, the oldest member of the House, a blow in the face, blacking an eye. The incident was discussed in the Assembly. Mr Butterfield, when apologising, stated that certain reflections were cast upon his character. When members began to talk of penalties, the Speaker, who was the only witness of the assault, said he would take the matter entirely into his own hands, and will announce his decision later. On resumption of the Assembly the Speaker expressed severe disapproval of the conduct of the Minister, which, he said, was disorderly, and he placed on record severe censure for his unwarranted action, but accepted as a closure to the incident his expression of regret and the apology tendered by him. <box>486 205 627 438</box>
wire-credit: BY CABLE—PRESS ASSOCIATION—COPYRIGHT. <box>52 656 173 673</box>
deck-rule <box>247 87 287 88</box>
article <box>632 850 772 1145</box>
deck-rule <box>682 670 722 671</box>
article-body: On making inquiries to-night a Times reporter was informed that the Prime Minister (Mr W. F. Massey) had an excellent night, and is slowly but steadily improving. He is still resting in his own house and is not attending to public business. Mr Massey hopes, however, to be able to take part in the official reception and swearing-in of His Excellency the Governor-General (Sir Charles Fergusson). The Rumbles, with Their Excellencies on board, is timed to arrive in Wellington at 7 a.m. on Saturday. <box>923 756 1063 891</box>
wire-credit: BY CABLE—PRESS ASSOCIATION—COPYRIGHT. <box>52 1584 173 1601</box>
article-headline: DOMINION NEWS. <box>937 902 1049 917</box>
deck-rule <box>102 626 142 627</box>
deck-rule <box>828 130 868 131</box>
column-2 <box>197 40 337 1839</box>
article-divider <box>486 444 626 445</box>
dateline: BUENOS AYRES, Dec. 10. <box>506 538 606 548</box>
article <box>197 470 337 1234</box>
article-body: Tommy Gibbons defeated Kid Norfolk in a heavy-weight contest on a technical knock-out in the sixth round of a scheduled 15 rounds' bout. <box>632 1449 772 1495</box>
wire-credit: BY CABLE—PRESS ASSOCIATION—COPYRIGHT. <box>340 438 461 455</box>
article-deck: TOUCHED LIVE WIRE. <box>943 458 1043 468</box>
